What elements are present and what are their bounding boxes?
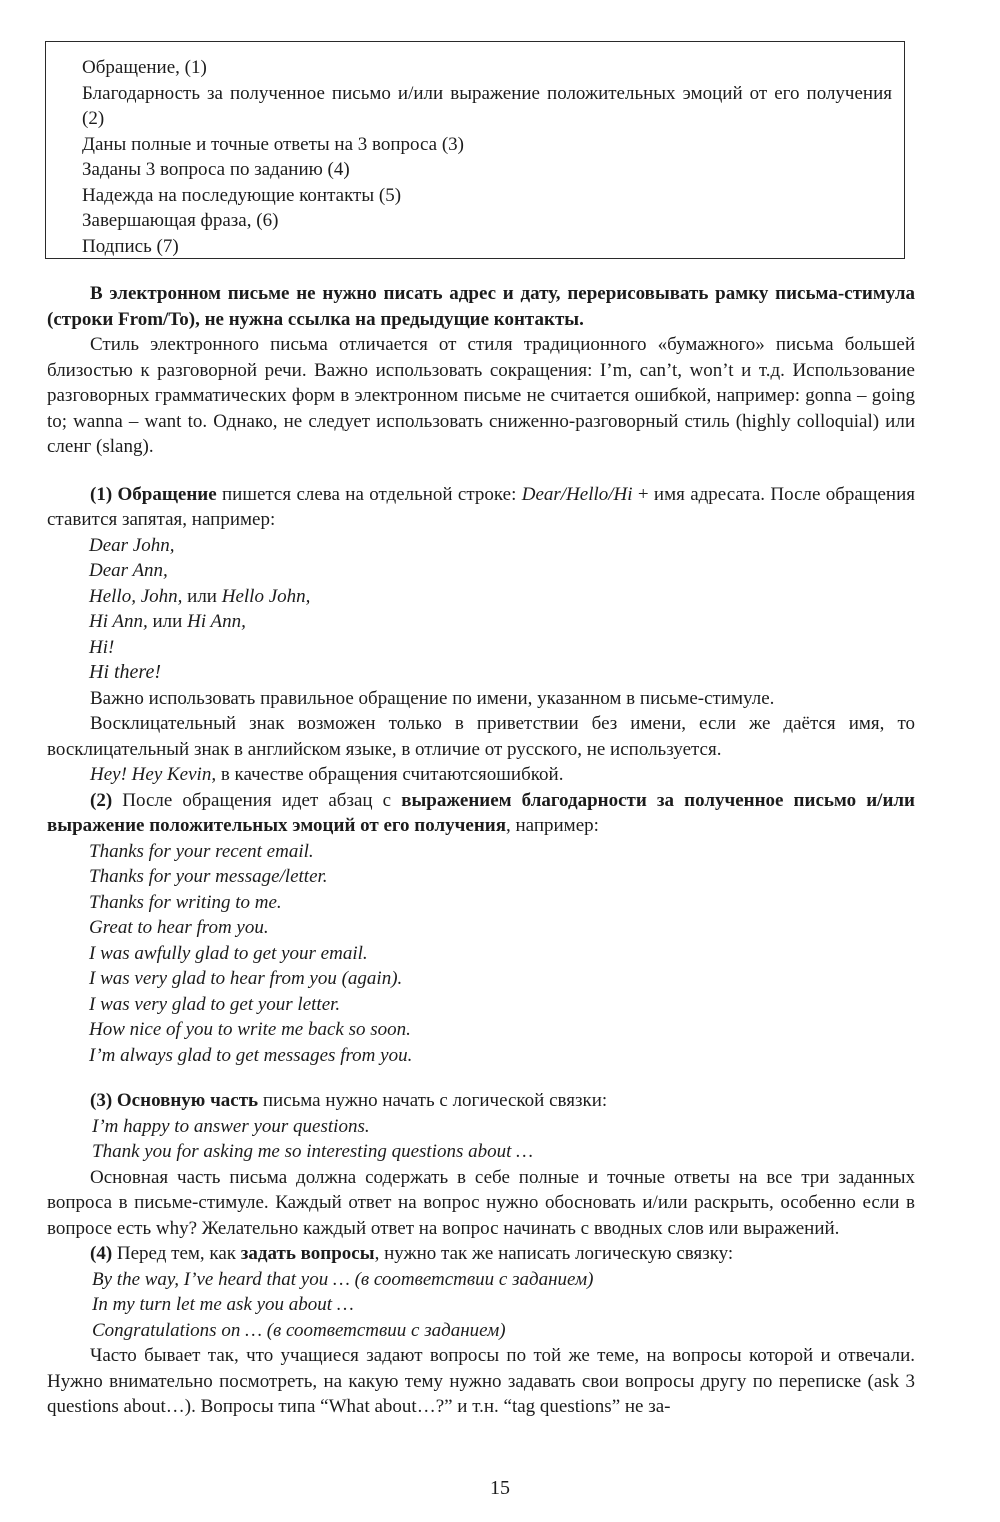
salutation-example: Hi! — [89, 636, 115, 658]
thanks-example: Thanks for writing to me. — [89, 891, 282, 913]
link-example: Thank you for asking me so interesting questions about … — [92, 1141, 534, 1162]
thanks-example: Great to hear from you. — [89, 917, 269, 938]
thanks-example: I’m always glad to get messages from you. — [89, 1044, 413, 1066]
thanks-example: How nice of you to write me back so soon. — [89, 1019, 411, 1040]
question-link-example: In my turn let me ask you about … — [92, 1294, 354, 1315]
salutation-example: Dear John, — [89, 534, 175, 556]
box-line-4: Заданы 3 вопроса по заданию (4) — [82, 159, 350, 180]
salutation-example: Dear Ann, — [89, 560, 168, 581]
salutation-note-2: Восклицательный знак возможен только в приветствии без имени, если же даётся имя, то восклицательный знак в английском языке, в отличие от русского, не используется. — [47, 713, 915, 760]
style-paragraph: Стиль электронного письма отличается от стиля традиционного «бумажного» письма большей близостью к разговорной речи. Важно использовать сокращения: I’m, can’t, won’t и т.д. Использование разговорных грамматических форм в электронном письме не считается ошибкой, например: gonna – going to; wanna – want to. Однако, не следует использовать сниженно-разговорный стиль (highly colloquial) или сленг (slang). — [47, 334, 915, 457]
section-1-intro: (1) Обращение пишется слева на отдельной строке: Dear/Hello/Hi + имя адресата. После обращения ставится запятая, например: — [47, 483, 915, 530]
salutation-example: Hi Ann, или Hi Ann, — [89, 611, 246, 632]
salutation-example: Hello, John, или Hello John, — [89, 585, 311, 607]
thanks-example: Thanks for your recent email. — [89, 840, 314, 862]
thanks-example: I was very glad to hear from you (again). — [89, 968, 403, 989]
question-link-example: By the way, I’ve heard that you … (в соответствии с заданием) — [92, 1268, 594, 1290]
salutation-note-1: Важно использовать правильное обращение по имени, указанном в письме-стимуле. — [90, 687, 775, 709]
page-number: 15 — [490, 1477, 510, 1499]
letter-structure-box — [45, 41, 905, 259]
questions-paragraph: Часто бывает так, что учащиеся задают вопросы по той же теме, на вопросы которой и отвечали. Нужно внимательно посмотреть, на какую тему нужно задавать свои вопросы другу по переписке (ask 3 questions about…). Вопросы типа “What about…?” и т.н. “tag questions” не за- — [47, 1345, 915, 1417]
box-line-2: Благодарность за полученное письмо и/или выражение положительных эмоций от его получения (2) — [82, 82, 892, 129]
box-line-7: Подпись (7) — [82, 235, 179, 257]
question-link-example: Congratulations on … (в соответствии с заданием) — [92, 1319, 506, 1341]
thanks-example: I was very glad to get your letter. — [89, 993, 341, 1015]
section-3-intro: (3) Основную часть письма нужно начать с логической связки: — [90, 1090, 608, 1111]
box-line-5: Надежда на последующие контакты (5) — [82, 184, 402, 206]
section-4-intro: (4) Перед тем, как задать вопросы, нужно так же написать логическую связку: — [90, 1243, 734, 1264]
box-line-3: Даны полные и точные ответы на 3 вопроса (3) — [82, 133, 464, 155]
bold-note: В электронном письме не нужно писать адрес и дату, перерисовывать рамку письма-стимула (строки From/To), не нужна ссылка на предыдущие контакты. — [47, 283, 915, 330]
thanks-example: I was awfully glad to get your email. — [89, 942, 368, 964]
section-2-intro: (2) После обращения идет абзац с выражением благодарности за полученное письмо и/или выражение положительных эмоций от его получения, например: — [47, 789, 915, 836]
box-line-6: Завершающая фраза, (6) — [82, 210, 279, 231]
box-line-1: Обращение, (1) — [82, 57, 207, 78]
link-example: I’m happy to answer your questions. — [92, 1115, 370, 1137]
salutation-example: Hi there! — [89, 661, 162, 683]
main-text — [47, 281, 915, 1420]
thanks-example: Thanks for your message/letter. — [89, 866, 328, 887]
main-part-paragraph: Основная часть письма должна содержать в себе полные и точные ответы на все три заданных вопроса в письме-стимуле. Каждый ответ на вопрос нужно обосновать и/или раскрыть, особенно если в вопросе есть why? Желательно каждый ответ на вопрос начинать с вводных слов или выражений. — [47, 1166, 915, 1239]
hey-note: Hey! Hey Kevin, в качестве обращения считаютсяошибкой. — [90, 764, 564, 785]
